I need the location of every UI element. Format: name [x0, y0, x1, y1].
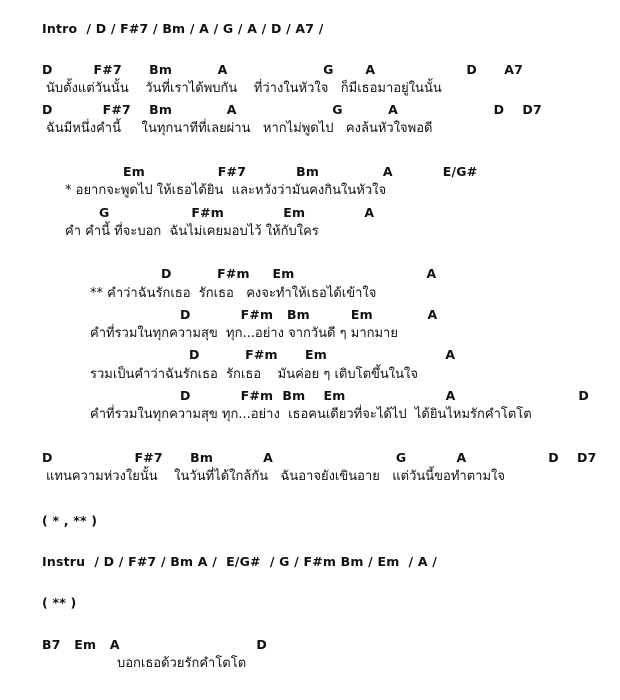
verse1-lyric-1: นับตั้งแต่วันนั้น วันที่เราได้พบกัน ที่ว่างในหัวใจ ก็มีเธอมาอยู่ในนั้น: [46, 81, 442, 96]
outro-chords-1: B7 Em A D: [42, 637, 267, 652]
verse1-chords-2: D F#7 Bm A G A D D7: [42, 102, 542, 117]
prechorus-chords-1: Em F#7 Bm A E/G#: [123, 164, 478, 179]
instrumental-line: Instru / D / F#7 / Bm A / E/G# / G / F#m Bm / Em / A /: [42, 554, 438, 569]
intro-line: Intro / D / F#7 / Bm / A / G / A / D / A7 /: [42, 21, 324, 36]
chorus-chords-4: D F#m Bm Em A D: [180, 388, 589, 403]
chorus-chords-1: D F#m Em A: [161, 266, 437, 281]
prechorus-chords-2: G F#m Em A: [99, 205, 375, 220]
prechorus-lyric-2: คำ คำนี้ ที่จะบอก ฉันไม่เคยมอบไว้ ให้กับใคร: [65, 224, 319, 239]
verse1-chords-1: D F#7 Bm A G A D A7: [42, 62, 523, 77]
verse2-lyric-1: แทนความห่วงใยนั้น ในวันที่ได้ใกล้กัน ฉันอาจยังเขินอาย แต่วันนี้ขอทำตามใจ: [46, 469, 505, 484]
repeat-marker-2: ( ** ): [42, 595, 77, 610]
chorus-lyric-4: คำที่รวมในทุกความสุข ทุก...อย่าง เธอคนเดียวที่จะได้ไป ได้ยินไหมรักคำโตโต: [90, 407, 532, 422]
chorus-chords-2: D F#m Bm Em A: [180, 307, 438, 322]
repeat-marker-1: ( * , ** ): [42, 513, 98, 528]
verse2-chords-1: D F#7 Bm A G A D D7: [42, 450, 597, 465]
chorus-lyric-2: คำที่รวมในทุกความสุข ทุก...อย่าง จากวันดี ๆ มากมาย: [90, 326, 398, 341]
verse1-lyric-2: ฉันมีหนึ่งคำนี้ ในทุกนาทีที่เลยผ่าน หากไม่พูดไป คงล้นหัวใจพอดี: [46, 121, 433, 136]
chorus-lyric-1: ** คำว่าฉันรักเธอ รักเธอ คงจะทำให้เธอได้เข้าใจ: [90, 286, 377, 301]
prechorus-lyric-1: * อยากจะพูดไป ให้เธอได้ยิน และหวังว่ามันคงกินในหัวใจ: [65, 183, 387, 198]
outro-lyric-1: บอกเธอด้วยรักคำโตโต: [117, 656, 247, 671]
chorus-lyric-3: รวมเป็นคำว่าฉันรักเธอ รักเธอ มันค่อย ๆ เติบโตขึ้นในใจ: [90, 367, 419, 382]
chorus-chords-3: D F#m Em A: [189, 347, 456, 362]
